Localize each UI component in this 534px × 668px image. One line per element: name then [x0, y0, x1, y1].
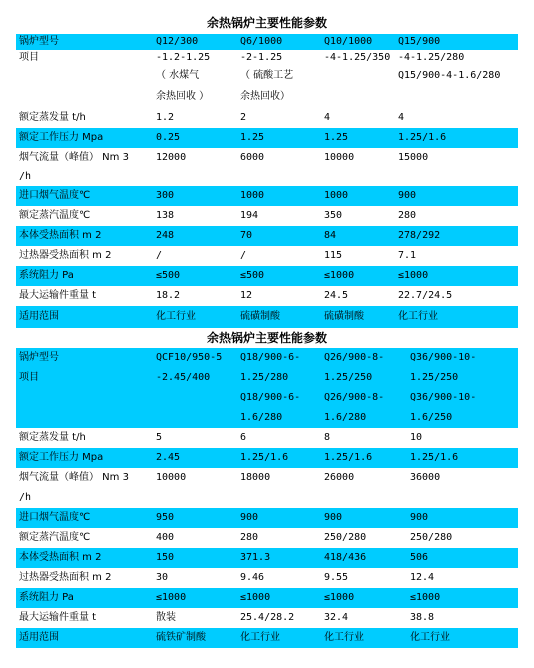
row-label: 额定蒸发量 t/h [19, 112, 86, 123]
section2-title: 余热锅炉主要性能参数 [206, 331, 327, 345]
row-value: ≤1000 [237, 588, 321, 608]
row-value: 1.25/1.6 [321, 448, 407, 468]
row-value: ≤1000 [153, 588, 237, 608]
row-value: 7.1 [398, 250, 417, 261]
row-value: 30 [156, 572, 169, 583]
table-row [16, 66, 518, 86]
table-row [16, 628, 518, 648]
row-value: 25.4/28.2 [240, 612, 295, 623]
model-cell: Q15/900 [395, 34, 518, 50]
model-cell: 1.6/280 [237, 408, 321, 428]
table-row [16, 448, 518, 468]
row-label: 最大运输件重量 t [19, 290, 97, 301]
row-value: 10000 [156, 472, 187, 483]
row-value: 1000 [321, 186, 395, 206]
row-value: 1.25/1.6 [407, 448, 518, 468]
row-label-cont: /h [19, 171, 32, 182]
row-value: 1.25/1.6 [237, 448, 321, 468]
table-row [16, 306, 518, 328]
row-value: 硫磺制酸 [237, 306, 321, 328]
row-value: 18000 [240, 472, 271, 483]
row-value: 1.2 [156, 112, 175, 123]
row-value: 22.7/24.5 [398, 290, 453, 301]
model-cell: Q15/900-4-1.6/280 [398, 70, 501, 81]
row-label: 过热器受热面积 m 2 [19, 572, 112, 583]
row-value: 70 [237, 226, 321, 246]
model-label: 锅炉型号 [16, 348, 153, 368]
model-cell: -2.45/400 [153, 368, 237, 388]
row-label: 系统阻力 Pa [16, 266, 153, 286]
model-cell [321, 66, 395, 86]
row-value: 506 [407, 548, 518, 568]
table-row [16, 608, 518, 628]
table-row [16, 168, 518, 186]
row-value: 138 [156, 210, 175, 221]
row-value: 400 [156, 532, 175, 543]
row-value: 5 [156, 432, 163, 443]
row-value: 300 [153, 186, 237, 206]
row-value: ≤1000 [407, 588, 518, 608]
table-row [16, 128, 518, 148]
row-value: 散装 [156, 612, 176, 623]
table-row [16, 488, 518, 508]
model-cell: -4-1.25/280 [398, 52, 465, 63]
item-label: 项目 [19, 52, 39, 63]
table-row [16, 286, 518, 306]
model-cell: QCF10/950-5 [153, 348, 237, 368]
row-value: 36000 [410, 472, 441, 483]
model-cell: （ 硫酸工艺 [240, 70, 294, 81]
table-row [16, 528, 518, 548]
row-value: 4 [398, 112, 405, 123]
table-row [16, 50, 518, 66]
table-row [16, 428, 518, 448]
row-value: 1.25 [237, 128, 321, 148]
row-value: 18.2 [156, 290, 181, 301]
row-value: 化工行业 [321, 628, 407, 648]
row-value: 9.55 [324, 572, 349, 583]
item-label: 项目 [16, 368, 153, 388]
model-cell: Q18/900-6- [237, 388, 321, 408]
model-cell: Q18/900-6- [237, 348, 321, 368]
table-row [16, 408, 518, 428]
row-value: 900 [237, 508, 321, 528]
row-value: 2 [240, 112, 247, 123]
table-row [16, 588, 518, 608]
model-cell: 1.25/250 [321, 368, 407, 388]
model-cell: （ 水煤气 [156, 70, 200, 81]
row-label: 本体受热面积 m 2 [16, 548, 153, 568]
row-value: 15000 [398, 152, 429, 163]
table-row [16, 348, 518, 368]
row-label: 系统阻力 Pa [16, 588, 153, 608]
row-value: 硫磺制酸 [321, 306, 395, 328]
section1-spec-table [16, 34, 518, 328]
table-row [16, 568, 518, 588]
spec-page [16, 0, 518, 648]
row-value: 化工行业 [395, 306, 518, 328]
table-row [16, 206, 518, 226]
row-value: 371.3 [237, 548, 321, 568]
row-value: 250/280 [410, 532, 453, 543]
model-label: 锅炉型号 [16, 34, 153, 50]
row-value: 1.25/1.6 [395, 128, 518, 148]
table-row [16, 508, 518, 528]
row-label: 烟气流量（峰值） Nm 3 [19, 472, 129, 483]
section1-title: 余热锅炉主要性能参数 [206, 16, 327, 30]
model-cell: Q36/900-10- [407, 388, 518, 408]
row-value: ≤1000 [321, 266, 395, 286]
row-value: 115 [324, 250, 343, 261]
row-value: 32.4 [324, 612, 349, 623]
model-cell: 1.25/250 [407, 368, 518, 388]
table-row [16, 548, 518, 568]
table-row [16, 266, 518, 286]
row-value: 1000 [237, 186, 321, 206]
row-label: 额定工作压力 Mpa [16, 448, 153, 468]
row-value: 900 [321, 508, 407, 528]
model-cell: 余热回收 ） [156, 91, 210, 102]
row-label-cont: /h [19, 492, 32, 503]
row-value: 9.46 [240, 572, 265, 583]
row-label: 进口烟气温度℃ [16, 186, 153, 206]
model-cell: Q12/300 [153, 34, 237, 50]
model-cell: 1.6/280 [321, 408, 407, 428]
row-value: 38.8 [410, 612, 435, 623]
model-cell: -2-1.25 [240, 52, 283, 63]
row-value: / [156, 250, 163, 261]
row-value: ≤500 [153, 266, 237, 286]
row-value: 6000 [240, 152, 265, 163]
model-cell: Q6/1000 [237, 34, 321, 50]
row-value: 2.45 [153, 448, 237, 468]
row-value: 0.25 [153, 128, 237, 148]
table-row [16, 246, 518, 266]
model-cell: 1.25/280 [237, 368, 321, 388]
row-value: 化工行业 [237, 628, 321, 648]
row-value: ≤1000 [395, 266, 518, 286]
model-cell: Q26/900-8- [321, 388, 407, 408]
model-cell: 1.6/250 [407, 408, 518, 428]
table-row [16, 148, 518, 168]
row-value: 900 [407, 508, 518, 528]
table-row [16, 186, 518, 206]
row-value: 8 [324, 432, 331, 443]
row-label: 适用范围 [16, 306, 153, 328]
row-value: 84 [321, 226, 395, 246]
table-row [16, 86, 518, 108]
row-label: 适用范围 [16, 628, 153, 648]
row-value: 硫铁矿制酸 [153, 628, 237, 648]
row-value: 26000 [324, 472, 355, 483]
row-value: 24.5 [324, 290, 349, 301]
row-value: 418/436 [321, 548, 407, 568]
row-value: 950 [153, 508, 237, 528]
row-value: 900 [395, 186, 518, 206]
row-value: 10000 [324, 152, 355, 163]
row-value: 化工行业 [407, 628, 518, 648]
model-cell: -1.2-1.25 [156, 52, 211, 63]
model-cell: Q10/1000 [321, 34, 395, 50]
row-label: 额定蒸发量 t/h [19, 432, 86, 443]
table-row [16, 368, 518, 388]
row-value: 10 [410, 432, 423, 443]
row-value: 280 [398, 210, 417, 221]
row-value: 150 [153, 548, 237, 568]
row-value: 350 [324, 210, 343, 221]
row-value: 化工行业 [153, 306, 237, 328]
model-cell: -4-1.25/350 [324, 52, 391, 63]
row-label: 本体受热面积 m 2 [16, 226, 153, 246]
table-row [16, 226, 518, 246]
row-value: 194 [240, 210, 259, 221]
table-row [16, 34, 518, 50]
row-label: 过热器受热面积 m 2 [19, 250, 112, 261]
row-value: ≤1000 [321, 588, 407, 608]
table-row [16, 108, 518, 128]
table-row [16, 468, 518, 488]
row-label: 进口烟气温度℃ [16, 508, 153, 528]
row-value: 12000 [156, 152, 187, 163]
row-value: 6 [240, 432, 247, 443]
row-label: 额定蒸汽温度℃ [19, 532, 91, 543]
model-cell: Q36/900-10- [407, 348, 518, 368]
row-value: 1.25 [321, 128, 395, 148]
row-value: 248 [153, 226, 237, 246]
model-cell: 余热回收） [240, 91, 290, 102]
row-value: 278/292 [395, 226, 518, 246]
model-cell: Q26/900-8- [321, 348, 407, 368]
row-value: 280 [240, 532, 259, 543]
row-value: / [240, 250, 247, 261]
row-label: 烟气流量（峰值） Nm 3 [19, 152, 129, 163]
row-label: 额定工作压力 Mpa [16, 128, 153, 148]
table-row [16, 388, 518, 408]
row-value: 12.4 [410, 572, 435, 583]
section2-spec-table [16, 348, 518, 648]
row-value: 12 [240, 290, 253, 301]
row-label: 最大运输件重量 t [19, 612, 97, 623]
row-value: 4 [324, 112, 331, 123]
row-value: ≤500 [237, 266, 321, 286]
row-label: 额定蒸汽温度℃ [19, 210, 91, 221]
row-value: 250/280 [324, 532, 367, 543]
